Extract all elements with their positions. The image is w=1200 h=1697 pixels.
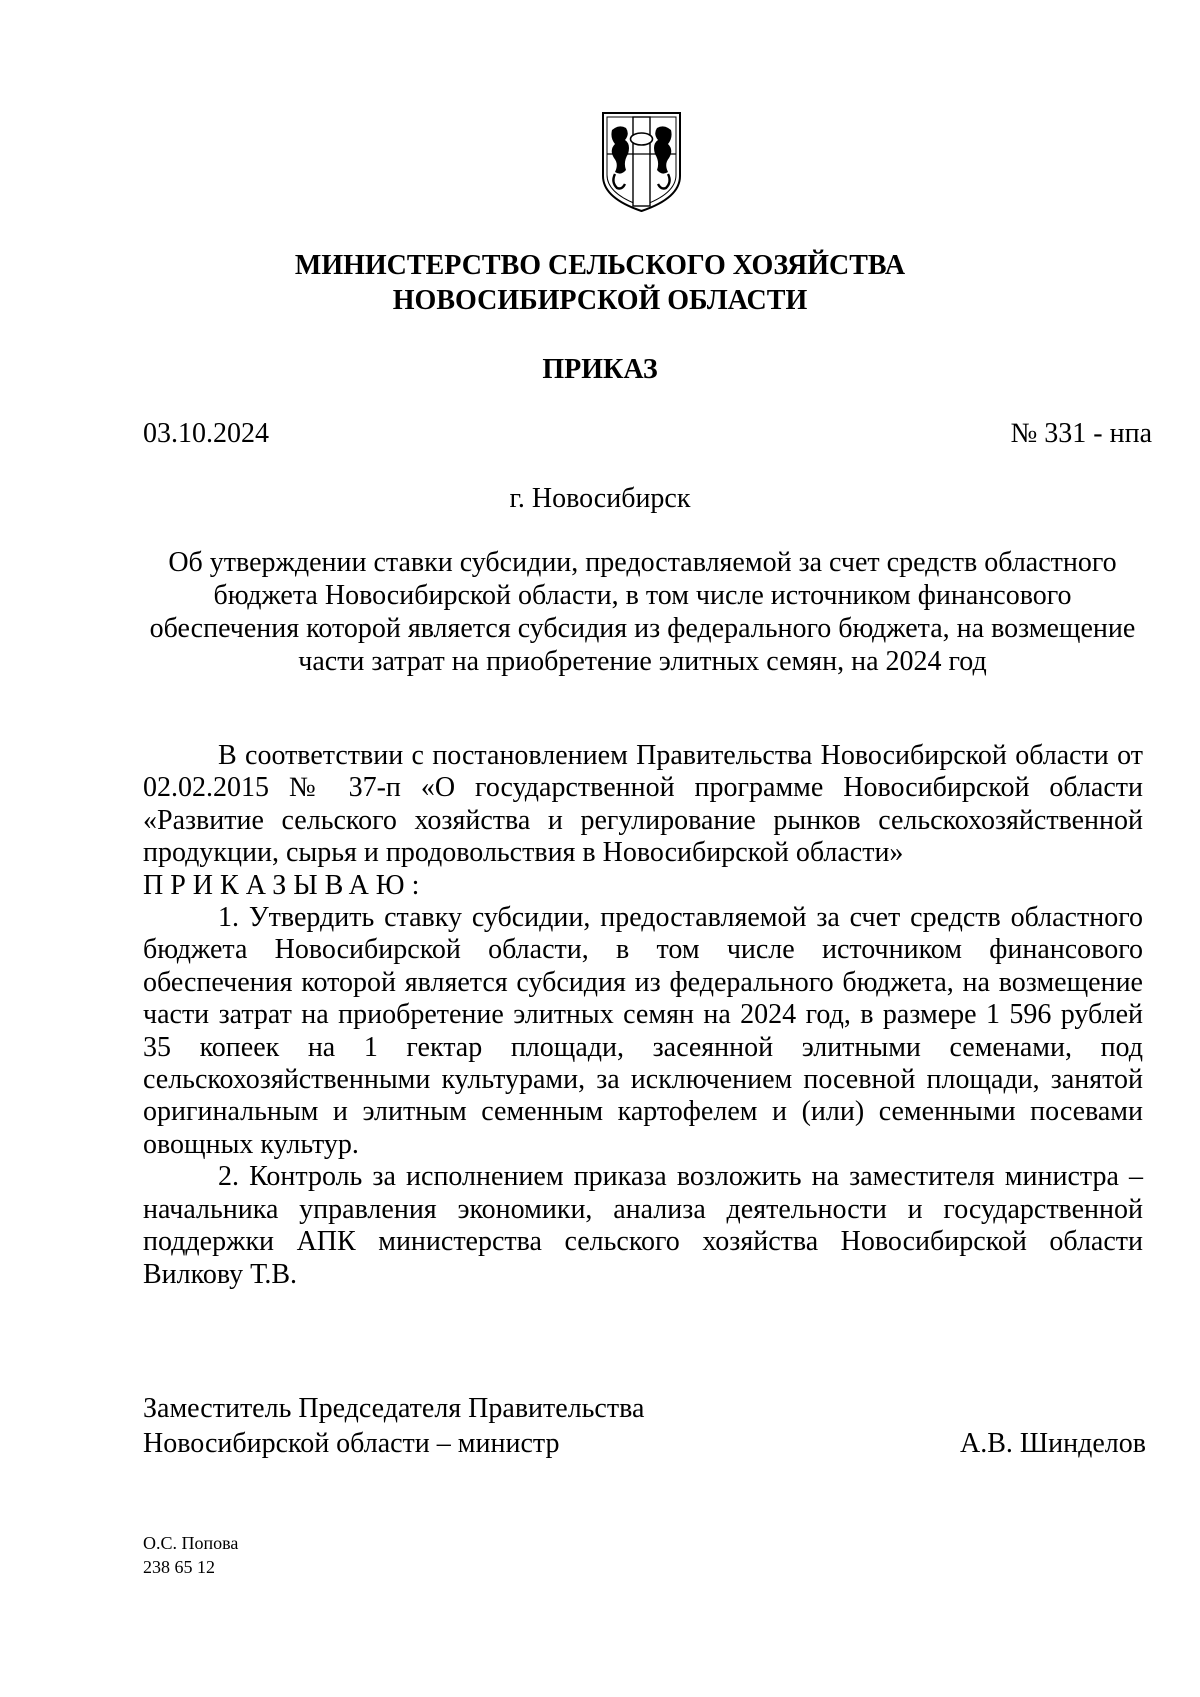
signatory-position-line1: Заместитель Председателя Правительства [143, 1393, 645, 1424]
document-number: № 331 - нпа [1010, 418, 1152, 449]
ministry-name [0, 248, 1200, 318]
document-city: г. Новосибирск [509, 483, 691, 514]
document-subject: Об утверждении ставки субсидии, предоставляемой за счет средств областного бюджета Новосибирской области, в том числе источником финансового обеспечения которой является субсидия из федерального бюджета, на возмещение части затрат на приобретение элитных семян, на 2024 год [149, 547, 1136, 677]
document-type-title: ПРИКАЗ [542, 354, 658, 385]
ministry-name-line1: МИНИСТЕРСТВО СЕЛЬСКОГО ХОЗЯЙСТВА [294, 250, 906, 281]
signatory-position-line2: Новосибирской области – министр [143, 1428, 560, 1459]
preamble-paragraph: В соответствии с постановлением Правительства Новосибирской области от 02.02.2015 № 37-п «О государственной программе Новосибирской области «Развитие сельского хозяйства и регулирование рынков сельскохозяйственной продукции, сырья и продовольствия в Новосибирской области» [143, 740, 1143, 869]
coat-of-arms-icon [599, 110, 684, 215]
document-date: 03.10.2024 [143, 418, 269, 449]
order-item-2: 2. Контроль за исполнением приказа возложить на заместителя министра – начальника управления экономики, анализа деятельности и государственной поддержки АПК министерства сельского хозяйства Новосибирской области Вилкову Т.В. [143, 1161, 1143, 1290]
ministry-name-line2: НОВОСИБИРСКОЙ ОБЛАСТИ [392, 285, 808, 316]
signatory-name: А.В. Шинделов [960, 1428, 1146, 1459]
executor-phone: 238 65 12 [143, 1557, 215, 1577]
signatory-position [143, 1391, 644, 1461]
executor-info [143, 1531, 238, 1579]
executor-name: О.С. Попова [143, 1533, 239, 1553]
order-word: ПРИКАЗЫВАЮ: [143, 869, 427, 901]
document-body [143, 740, 1143, 1291]
order-item-1: 1. Утвердить ставку субсидии, предоставляемой за счет средств областного бюджета Новосибирской области, в том числе источником финансового обеспечения которой является субсидия из федерального бюджета, на возмещение части затрат на приобретение элитных семян на 2024 год, в размере 1 596 рублей 35 копеек на 1 гектар площади, засеянной элитными семенами, под сельскохозяйственными культурами, за исключением посевной площади, занятой оригинальным и элитным семенным картофелем и (или) семенными посевами овощных культур. [143, 902, 1143, 1160]
